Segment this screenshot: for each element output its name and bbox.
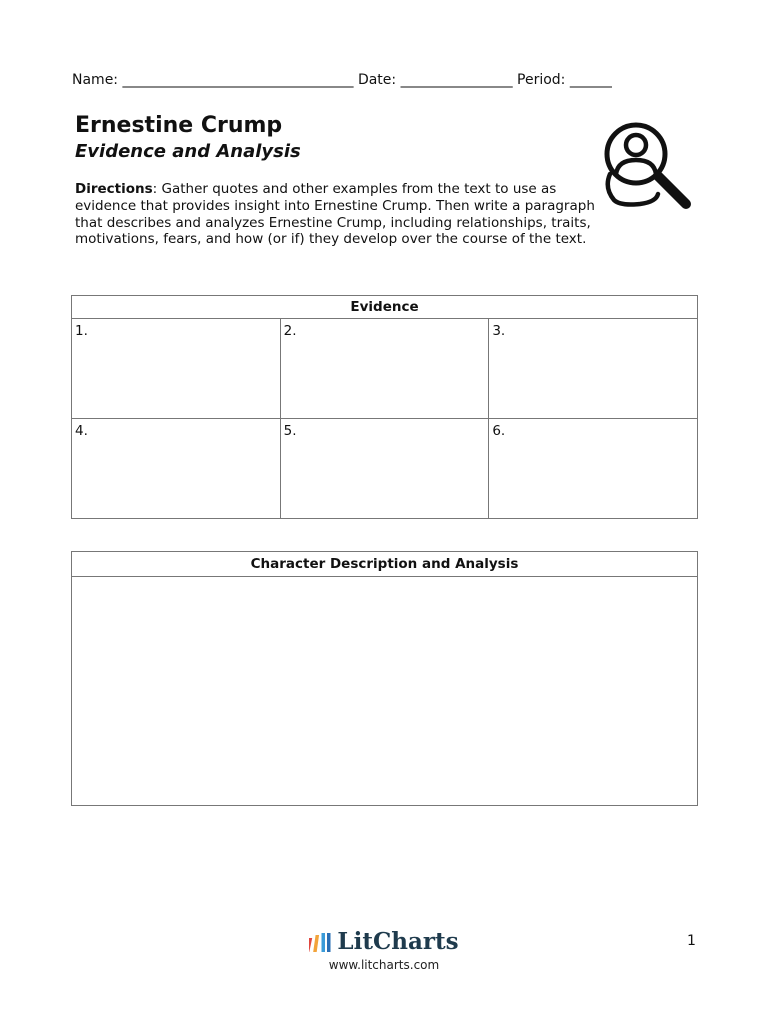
student-info-line	[72, 72, 612, 88]
period-blank[interactable]: ______	[569, 72, 612, 88]
evidence-heading: Evidence	[72, 296, 698, 319]
evidence-cell-1[interactable]: 1.	[72, 319, 281, 419]
name-blank[interactable]: _________________________________	[122, 72, 354, 88]
evidence-cell-5[interactable]: 5.	[280, 419, 489, 519]
name-label: Name:	[72, 72, 119, 88]
analysis-box	[71, 551, 698, 806]
evidence-cell-3[interactable]: 3.	[489, 319, 698, 419]
evidence-cell-2[interactable]: 2.	[280, 319, 489, 419]
litcharts-bars-icon	[309, 932, 333, 952]
footer	[0, 928, 768, 972]
directions-paragraph	[75, 181, 595, 248]
footer-url[interactable]: www.litcharts.com	[328, 957, 440, 972]
evidence-cell-4[interactable]: 4.	[72, 419, 281, 519]
page-subtitle: Evidence and Analysis	[75, 141, 301, 162]
litcharts-wordmark: LitCharts	[337, 928, 459, 955]
directions-text: : Gather quotes and other examples from the text to use as evidence that provides insight into Ernestine Crump. Then write a paragraph that describes and analyzes Ernestine Crump, including relationships, traits, motivations, fears, and how (or if) they develop over the course of the text.	[75, 181, 595, 248]
evidence-cell-6[interactable]: 6.	[489, 419, 698, 519]
date-label: Date:	[357, 72, 397, 88]
litcharts-logo[interactable]	[309, 928, 458, 955]
analysis-heading: Character Description and Analysis	[72, 552, 697, 577]
analysis-writing-area[interactable]	[72, 577, 697, 805]
page-number: 1	[687, 933, 696, 949]
period-label: Period:	[517, 72, 566, 88]
page-title: Ernestine Crump	[75, 113, 283, 138]
evidence-table	[71, 295, 698, 519]
date-blank[interactable]: ________________	[400, 72, 513, 88]
directions-label: Directions	[75, 181, 153, 197]
person-magnifier-icon	[600, 116, 696, 212]
